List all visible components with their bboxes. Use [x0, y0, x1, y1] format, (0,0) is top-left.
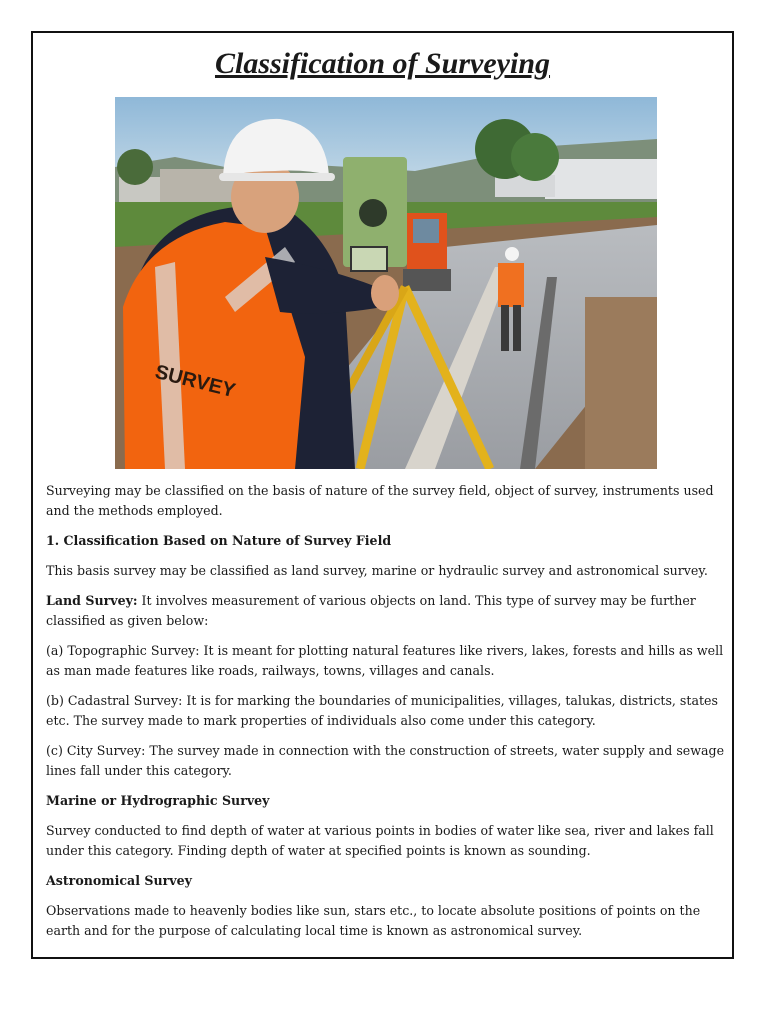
section-paragraph-nature: This basis survey may be classified as land survey, marine or hydraulic survey and astronomical survey.	[46, 563, 708, 578]
astronomical-paragraph: Observations made to heavenly bodies like sun, stars etc., to locate absolute positions of points on the earth and for the purpose of calculating local time is known as astronomical survey.	[46, 903, 701, 938]
topographic-survey-item: (a) Topographic Survey: It is meant for plotting natural features like rivers, lakes, forests and hills as well as man made features like roads, railways, towns, villages and canals.	[46, 643, 724, 678]
section-heading-marine: Marine or Hydrographic Survey	[46, 793, 270, 808]
land-survey-text: It involves measurement of various objects on land. This type of survey may be further classified as given below:	[46, 593, 696, 628]
section-heading-nature: 1. Classification Based on Nature of Survey Field	[46, 533, 392, 548]
article-body	[46, 481, 726, 951]
city-survey-item: (c) City Survey: The survey made in connection with the construction of streets, water supply and sewage lines fall under this category.	[46, 743, 725, 778]
page-frame	[31, 31, 734, 959]
marine-paragraph: Survey conducted to find depth of water at various points in bodies of water like sea, river and lakes fall under this category. Finding depth of water at specified points is known as sounding.	[46, 823, 714, 858]
land-survey-label: Land Survey:	[46, 593, 138, 608]
land-survey-paragraph	[46, 591, 726, 631]
cadastral-survey-item: (b) Cadastral Survey: It is for marking the boundaries of municipalities, villages, talukas, districts, states etc. The survey made to mark properties of individuals also come under this category.	[46, 693, 718, 728]
intro-paragraph: Surveying may be classified on the basis of nature of the survey field, object of survey, instruments used and the methods employed.	[46, 483, 714, 518]
vest-label: SURVEY	[152, 361, 238, 403]
page-title: Classification of Surveying	[214, 47, 551, 80]
section-heading-astronomical: Astronomical Survey	[46, 873, 192, 888]
surveyor-photo	[115, 97, 657, 469]
